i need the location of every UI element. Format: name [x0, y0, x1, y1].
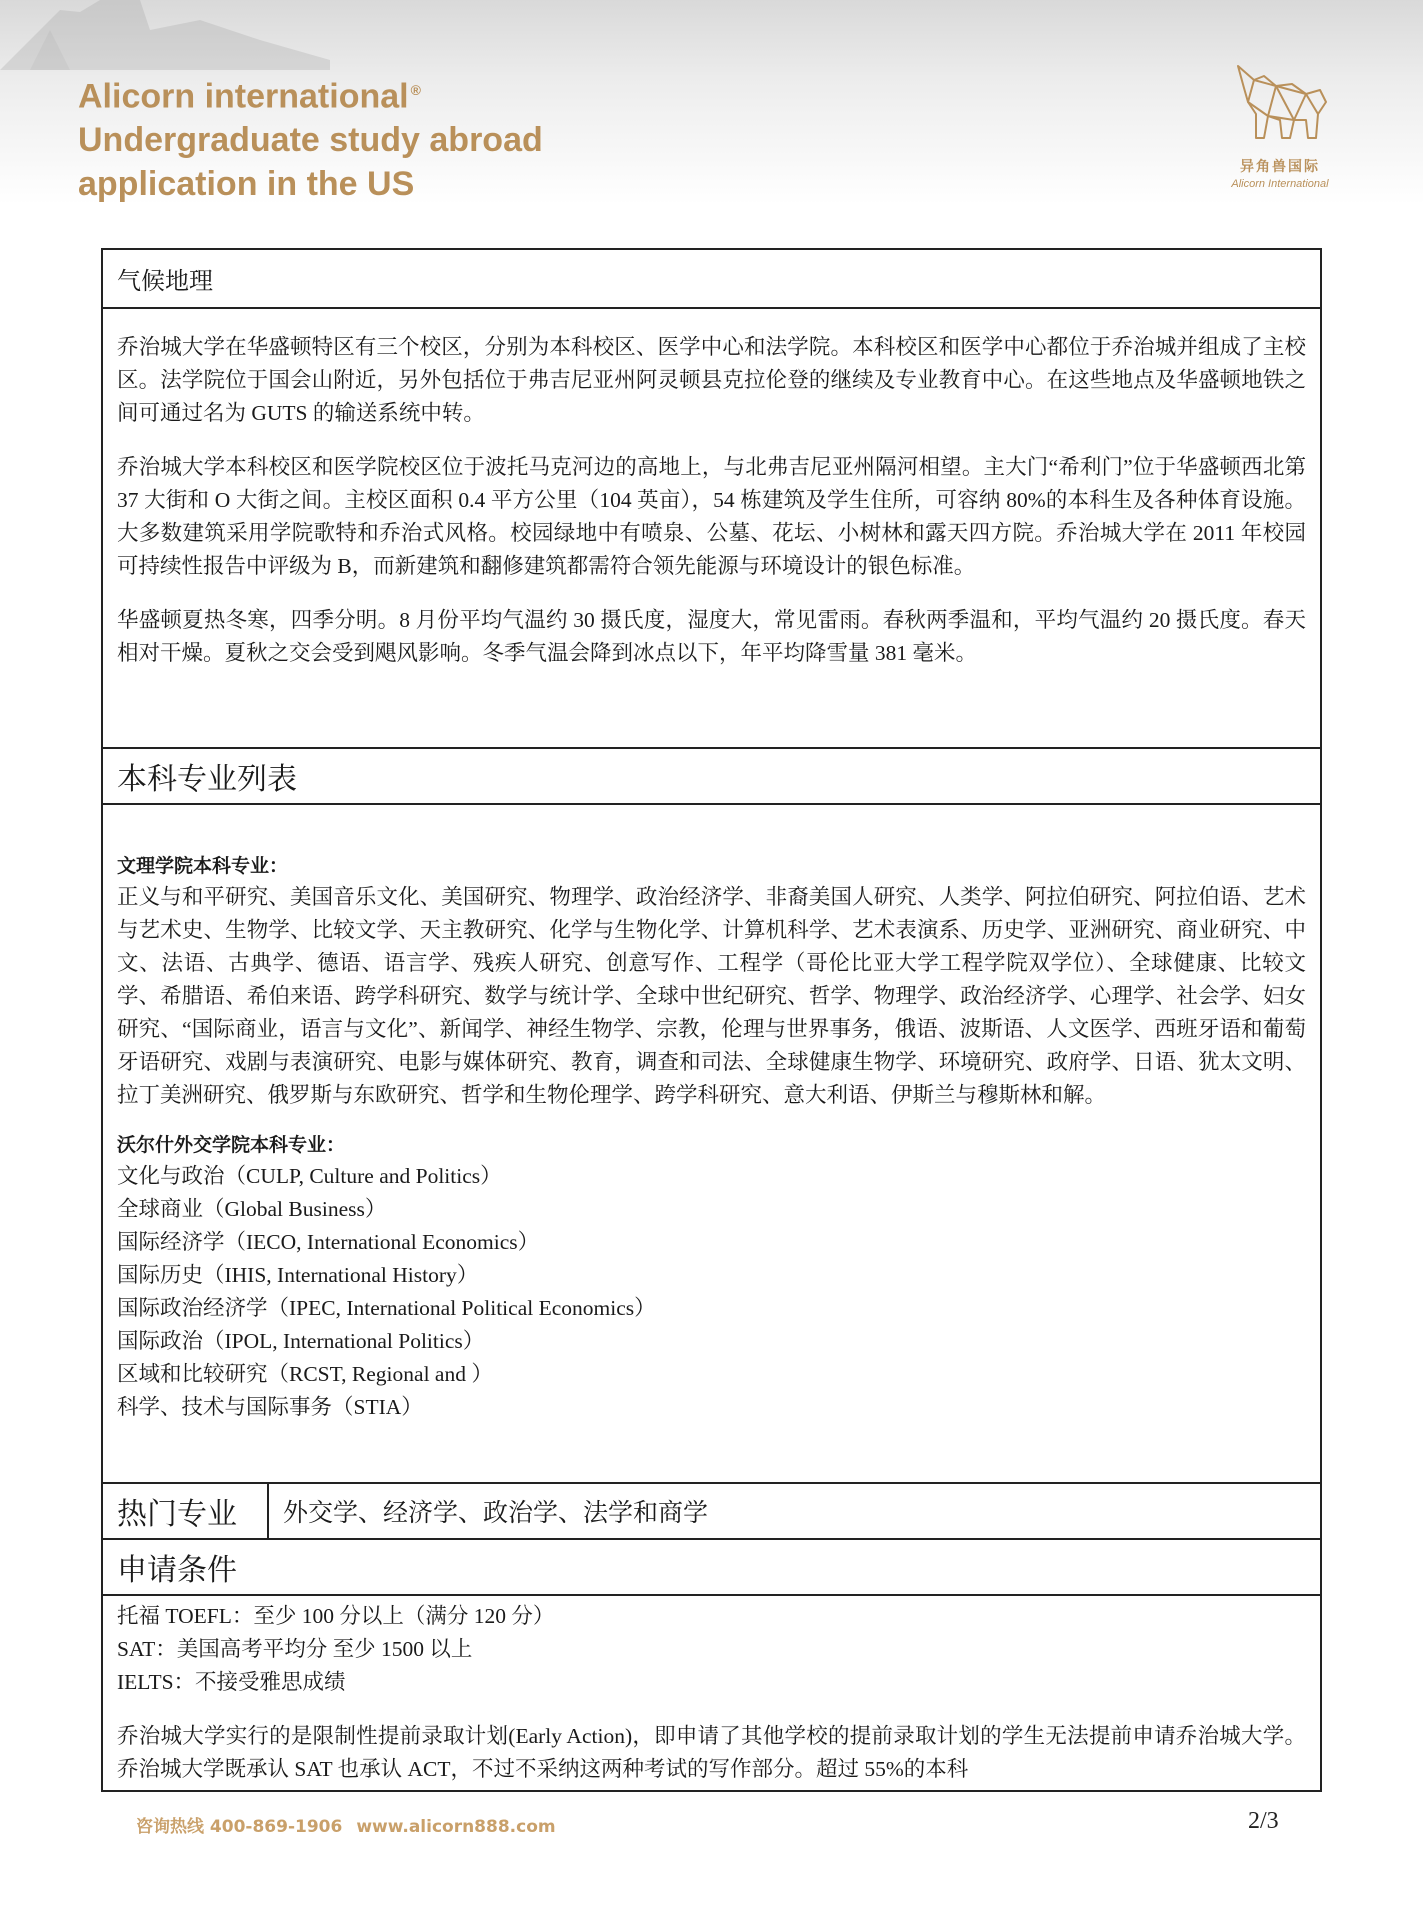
- logo-chinese-name: 异角兽国际: [1240, 159, 1320, 175]
- climate-paragraph: 乔治城大学在华盛顿特区有三个校区，分别为本科校区、医学中心和法学院。本科校区和医学中心都位于乔治城并组成了主校区。法学院位于国会山附近，另外包括位于弗吉尼亚州阿灵顿县克拉伦登的继续及专业教育中心。在这些地点及华盛顿地铁之间可通过名为 GUTS 的输送系统中转。: [117, 335, 1306, 425]
- brand-line-2: Undergraduate study abroad: [78, 121, 543, 160]
- requirements-heading: 申请条件: [117, 1553, 237, 1588]
- majors-heading: 本科专业列表: [117, 762, 297, 797]
- requirement-line: SAT：美国高考平均分 至少 1500 以上: [117, 1637, 473, 1661]
- climate-paragraph: 乔治城大学本科校区和医学院校区位于波托马克河边的高地上，与北弗吉尼亚州隔河相望。主大门“希利门”位于华盛顿西北第 37 大街和 O 大街之间。主校区面积 0.4 平方公里（104 英亩），54 栋建筑及学生住所，可容纳 80%的本科生及各种体育设施。大多数建筑采用学院歌特和乔治式风格。校园绿地中有喷泉、公墓、花坛、小树林和露天四方院。乔治城大学在 2011 年校园可持续性报告中评级为 B，而新建筑和翻修建筑都需符合领先能源与环境设计的银色标准。: [117, 455, 1306, 578]
- requirements-paragraph: 乔治城大学实行的是限制性提前录取计划(Early Action)，即申请了其他学校的提前录取计划的学生无法提前申请乔治城大学。乔治城大学既承认 SAT 也承认 ACT，不过不采纳这两种考试的写作部分。超过 55%的本科: [117, 1724, 1306, 1781]
- logo-english-name: Alicorn International: [1231, 178, 1329, 190]
- brand-line-1: Alicorn international: [78, 77, 409, 116]
- foreign-service-title: 沃尔什外交学院本科专业：: [117, 1134, 346, 1156]
- requirement-line: IELTS：不接受雅思成绩: [117, 1670, 346, 1694]
- content-table: [101, 248, 1322, 1792]
- hot-majors-label: 热门专业: [103, 1484, 269, 1538]
- foreign-service-item: 国际政治经济学（IPEC, International Political Economics）: [117, 1296, 656, 1320]
- hot-majors-value: 外交学、经济学、政治学、法学和商学: [283, 1498, 709, 1527]
- foreign-service-item: 国际经济学（IECO, International Economics）: [117, 1230, 540, 1254]
- unicorn-icon: [1220, 58, 1340, 158]
- statue-of-liberty-graphic: [0, 0, 330, 70]
- foreign-service-item: 国际政治（IPOL, International Politics）: [117, 1329, 485, 1353]
- brand-title: [78, 68, 698, 206]
- foreign-service-item: 文化与政治（CULP, Culture and Politics）: [117, 1164, 502, 1188]
- hotline-text: 咨询热线 400-869-1906: [136, 1817, 343, 1837]
- requirements-heading-row: [103, 1540, 1320, 1596]
- alicorn-logo: [1205, 58, 1355, 208]
- arts-sciences-title: 文理学院本科专业：: [117, 855, 289, 877]
- page-number: 2/3: [1248, 1808, 1279, 1834]
- climate-heading: 气候地理: [117, 267, 213, 295]
- majors-body: [103, 805, 1320, 1484]
- hot-majors-row: [103, 1484, 1320, 1540]
- climate-body: [103, 309, 1320, 749]
- website-link[interactable]: www.alicorn888.com: [356, 1817, 556, 1837]
- foreign-service-item: 国际历史（IHIS, International History）: [117, 1263, 479, 1287]
- requirement-line: 托福 TOEFL：至少 100 分以上（满分 120 分）: [117, 1604, 555, 1628]
- foreign-service-item: 科学、技术与国际事务（STIA）: [117, 1395, 423, 1419]
- majors-heading-row: [103, 749, 1320, 805]
- climate-heading-row: [103, 250, 1320, 309]
- foreign-service-item: 全球商业（Global Business）: [117, 1197, 387, 1221]
- footer-contact: [136, 1812, 556, 1837]
- climate-paragraph: 华盛顿夏热冬寒，四季分明。8 月份平均气温约 30 摄氏度，湿度大，常见雷雨。春秋两季温和，平均气温约 20 摄氏度。春天相对干燥。夏秋之交会受到飓风影响。冬季气温会降到冰点以下，年平均降雪量 381 毫米。: [117, 608, 1306, 665]
- requirements-body: [103, 1596, 1320, 1786]
- arts-sciences-list: 正义与和平研究、美国音乐文化、美国研究、物理学、政治经济学、非裔美国人研究、人类学、阿拉伯研究、阿拉伯语、艺术与艺术史、生物学、比较文学、天主教研究、化学与生物化学、计算机科学、艺术表演系、历史学、亚洲研究、商业研究、中文、法语、古典学、德语、语言学、残疾人研究、创意写作、工程学（哥伦比亚大学工程学院双学位）、全球健康、比较文学、希腊语、希伯来语、跨学科研究、数学与统计学、全球中世纪研究、哲学、物理学、政治经济学、心理学、社会学、妇女研究、“国际商业，语言与文化”、新闻学、神经生物学、宗教，伦理与世界事务，俄语、波斯语、人文医学、西班牙语和葡萄牙语研究、戏剧与表演研究、电影与媒体研究、教育，调查和司法、全球健康生物学、环境研究、政府学、日语、犹太文明、拉丁美洲研究、俄罗斯与东欧研究、哲学和生物伦理学、跨学科研究、意大利语、伊斯兰与穆斯林和解。: [117, 885, 1306, 1107]
- registered-mark: ®: [410, 82, 421, 98]
- brand-line-3: application in the US: [78, 165, 415, 204]
- foreign-service-item: 区域和比较研究（RCST, Regional and ）: [117, 1362, 493, 1386]
